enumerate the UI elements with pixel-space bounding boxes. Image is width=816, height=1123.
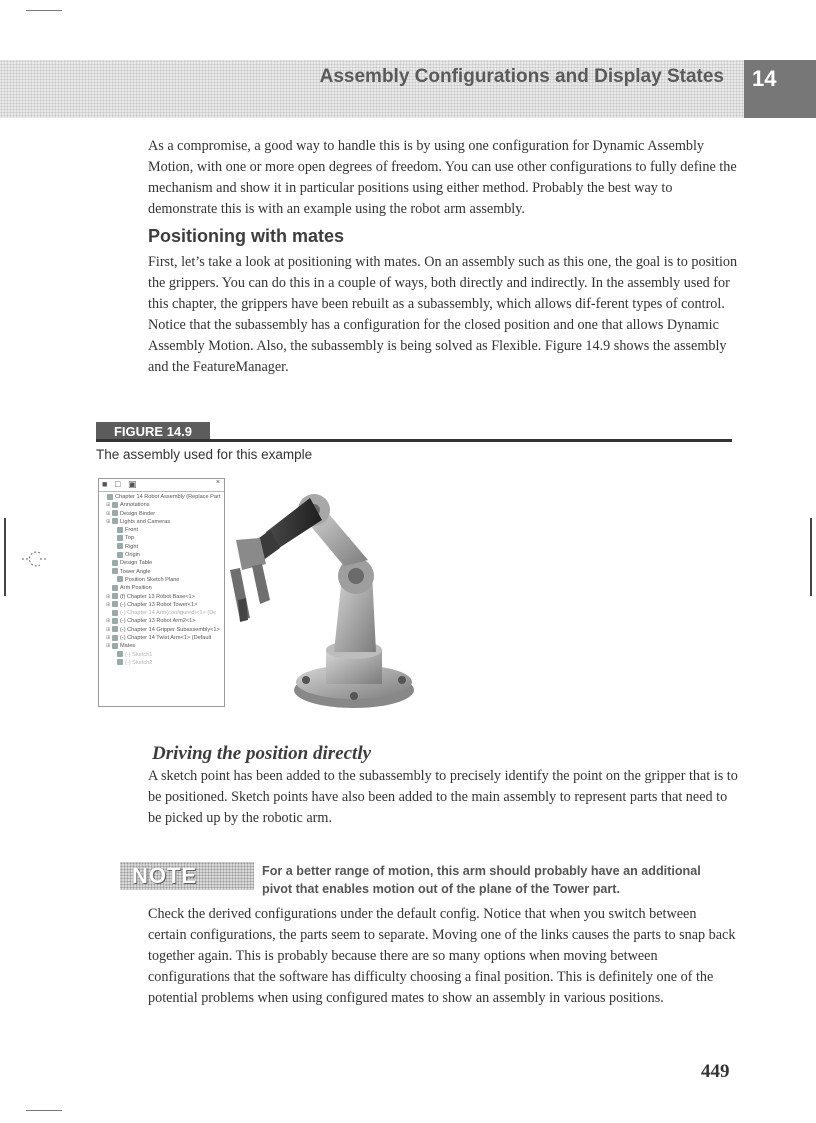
tree-item[interactable] — [101, 568, 224, 576]
paragraph-positioning: First, let’s take a look at positioning with mates. On an assembly such as this one, the goal is to position the grippers. You can do this in a couple of ways, both directly and indirectly. In the assembly used for this chapter, the grippers have been rebuilt as a subassembly, which allows dif-ferent types of control. Notice that the subassembly has a configuration for the closed position and one that allows Dynamic Assembly Motion. Also, the subassembly is being solved as Flexible. Figure 14.9 shows the assembly and the FeatureManager. — [148, 254, 738, 375]
tree-item[interactable] — [101, 543, 224, 551]
expand-icon[interactable]: ⊞ — [106, 643, 111, 650]
expand-icon[interactable]: ⊞ — [106, 518, 111, 525]
tree-item-label: Design Table — [120, 560, 153, 567]
tree-item[interactable] — [101, 593, 224, 601]
tree-item-label: (-) Chapter 14 Twist Arm<1> (Default — [120, 635, 212, 642]
tree-item-label: Origin — [125, 552, 140, 559]
tree-item-label: (f) Chapter 13 Robot Base<1> — [120, 593, 195, 600]
figure-rule — [96, 439, 732, 442]
note-badge — [120, 862, 254, 890]
tree-item-label: Mates — [120, 643, 136, 650]
feature-icon — [112, 610, 118, 616]
tree-item-label: Top — [125, 535, 135, 542]
tree-item[interactable] — [101, 534, 224, 542]
paragraph-intro: As a compromise, a good way to handle this is by using one configuration for Dynamic Assembly Motion, with one or more open degrees of freedom. You can use other configurations to fully define the mechanism and show it in particular positions using either method. Probably the best way to demonstrate this is with an example using the robot arm assembly. — [148, 138, 737, 217]
feature-icon — [112, 626, 118, 632]
feature-icon — [112, 568, 118, 574]
margin-mark-left — [4, 518, 6, 596]
tree-item-label: (-) Sketch2 — [125, 659, 153, 666]
page-number: 449 — [701, 1061, 730, 1082]
tree-item[interactable] — [101, 501, 224, 509]
figure-caption: The assembly used for this example — [96, 447, 313, 462]
margin-mark-right — [810, 518, 812, 596]
property-tab-icon[interactable]: □ — [115, 479, 121, 489]
feature-icon — [117, 576, 123, 582]
featuremanager-toolbar — [99, 479, 224, 492]
tree-item-label: Right — [125, 543, 139, 550]
tree-item[interactable] — [101, 659, 224, 667]
feature-icon — [112, 593, 118, 599]
feature-icon — [117, 543, 123, 549]
subsection-heading: Driving the position directly — [152, 743, 372, 764]
tree-item-label: Position Sketch Plane — [125, 576, 180, 583]
note-badge-label: NOTE — [132, 863, 198, 888]
feature-icon — [117, 659, 123, 665]
featuremanager-panel — [98, 478, 225, 707]
paragraph-driving: A sketch point has been added to the subassembly to precisely identify the point on the gripper that is to be positioned. Sketch points have also been added to the main assembly to represent parts that need to be picked up by the robotic arm. — [148, 768, 738, 826]
tree-item[interactable] — [101, 559, 224, 567]
tree-item[interactable] — [101, 609, 224, 617]
feature-icon — [112, 518, 118, 524]
paragraph-check: Check the derived configurations under the default config. Notice that when you switch between certain configurations, the parts seem to separate. Moving one of the links causes the parts to snap back together again. This is probably because there are so many options when moving between configurations that the software has difficulty choosing a final position. This is definitely one of the potential problems when using configured mates to show an assembly in various positions. — [148, 906, 736, 1006]
feature-icon — [117, 527, 123, 533]
feature-icon — [112, 585, 118, 591]
running-header-title: Assembly Configurations and Display States — [319, 66, 724, 87]
featuremanager-tree — [99, 492, 224, 667]
robot-arm-illustration — [226, 480, 456, 712]
expand-icon[interactable]: ⊞ — [106, 593, 111, 600]
feature-icon — [117, 535, 123, 541]
tree-item[interactable] — [101, 617, 224, 625]
note-text: For a better range of motion, this arm should probably have an additional pivot that enables motion out of the plane of the Tower part. — [262, 864, 701, 896]
tree-item-label: (-) Chapter 14 Gripper Subassembly<1> — [120, 626, 220, 633]
tree-item[interactable] — [101, 551, 224, 559]
crop-mark — [26, 10, 62, 11]
feature-icon — [112, 510, 118, 516]
tree-item[interactable] — [101, 601, 224, 609]
tree-item[interactable] — [101, 651, 224, 659]
feature-icon — [112, 601, 118, 607]
tree-item[interactable] — [101, 642, 224, 650]
tree-item-label: (-) Chapter 14 Arm(configured)<1> (De — [120, 610, 217, 617]
tree-item[interactable] — [101, 510, 224, 518]
tree-item-label: (-) Sketch1 — [125, 651, 153, 658]
feature-icon — [117, 651, 123, 657]
tree-item[interactable] — [101, 576, 224, 584]
tree-item[interactable] — [101, 626, 224, 634]
registration-mark — [22, 546, 48, 572]
feature-icon — [107, 494, 113, 500]
tree-item[interactable] — [101, 584, 224, 592]
tree-item-label: Design Binder — [120, 510, 156, 517]
expand-icon[interactable]: ⊞ — [106, 601, 111, 608]
feature-icon — [112, 560, 118, 566]
feature-icon — [112, 643, 118, 649]
feature-icon — [117, 552, 123, 558]
feature-icon — [112, 502, 118, 508]
tree-item[interactable] — [101, 518, 224, 526]
expand-icon[interactable]: ⊞ — [106, 510, 111, 517]
expand-icon[interactable]: ⊞ — [106, 502, 111, 509]
tree-item-label: Chapter 14 Robot Assembly (Replace Part — [115, 494, 221, 500]
expand-icon[interactable]: ⊞ — [106, 635, 111, 642]
tree-item-label: (-) Chapter 13 Robot Tower<1> — [120, 601, 198, 608]
featuremanager-tab-icon[interactable]: ■ — [102, 479, 108, 489]
tree-item-label: Annotations — [120, 502, 150, 509]
feature-icon — [112, 618, 118, 624]
tree-item-label: (-) Chapter 13 Robot Arm2<1> — [120, 618, 196, 625]
tree-item-label: Front — [125, 527, 139, 534]
tree-item[interactable] — [101, 526, 224, 534]
expand-icon[interactable]: ⊞ — [106, 626, 111, 633]
feature-icon — [112, 635, 118, 641]
figure-label: FIGURE 14.9 — [96, 422, 210, 442]
configuration-tab-icon[interactable]: ▣ — [128, 479, 137, 489]
expand-icon[interactable]: ⊞ — [106, 618, 111, 625]
section-heading: Positioning with mates — [148, 226, 345, 246]
close-icon[interactable]: × — [215, 479, 220, 486]
tree-item[interactable] — [101, 493, 224, 501]
chapter-number: 14 — [752, 66, 777, 91]
tree-item-label: Lights and Cameras — [120, 518, 171, 525]
tree-item-label: Tower Angle — [120, 568, 151, 575]
crop-mark — [26, 1110, 62, 1111]
tree-item-label: Arm Position — [120, 585, 152, 592]
tree-item[interactable] — [101, 634, 224, 642]
